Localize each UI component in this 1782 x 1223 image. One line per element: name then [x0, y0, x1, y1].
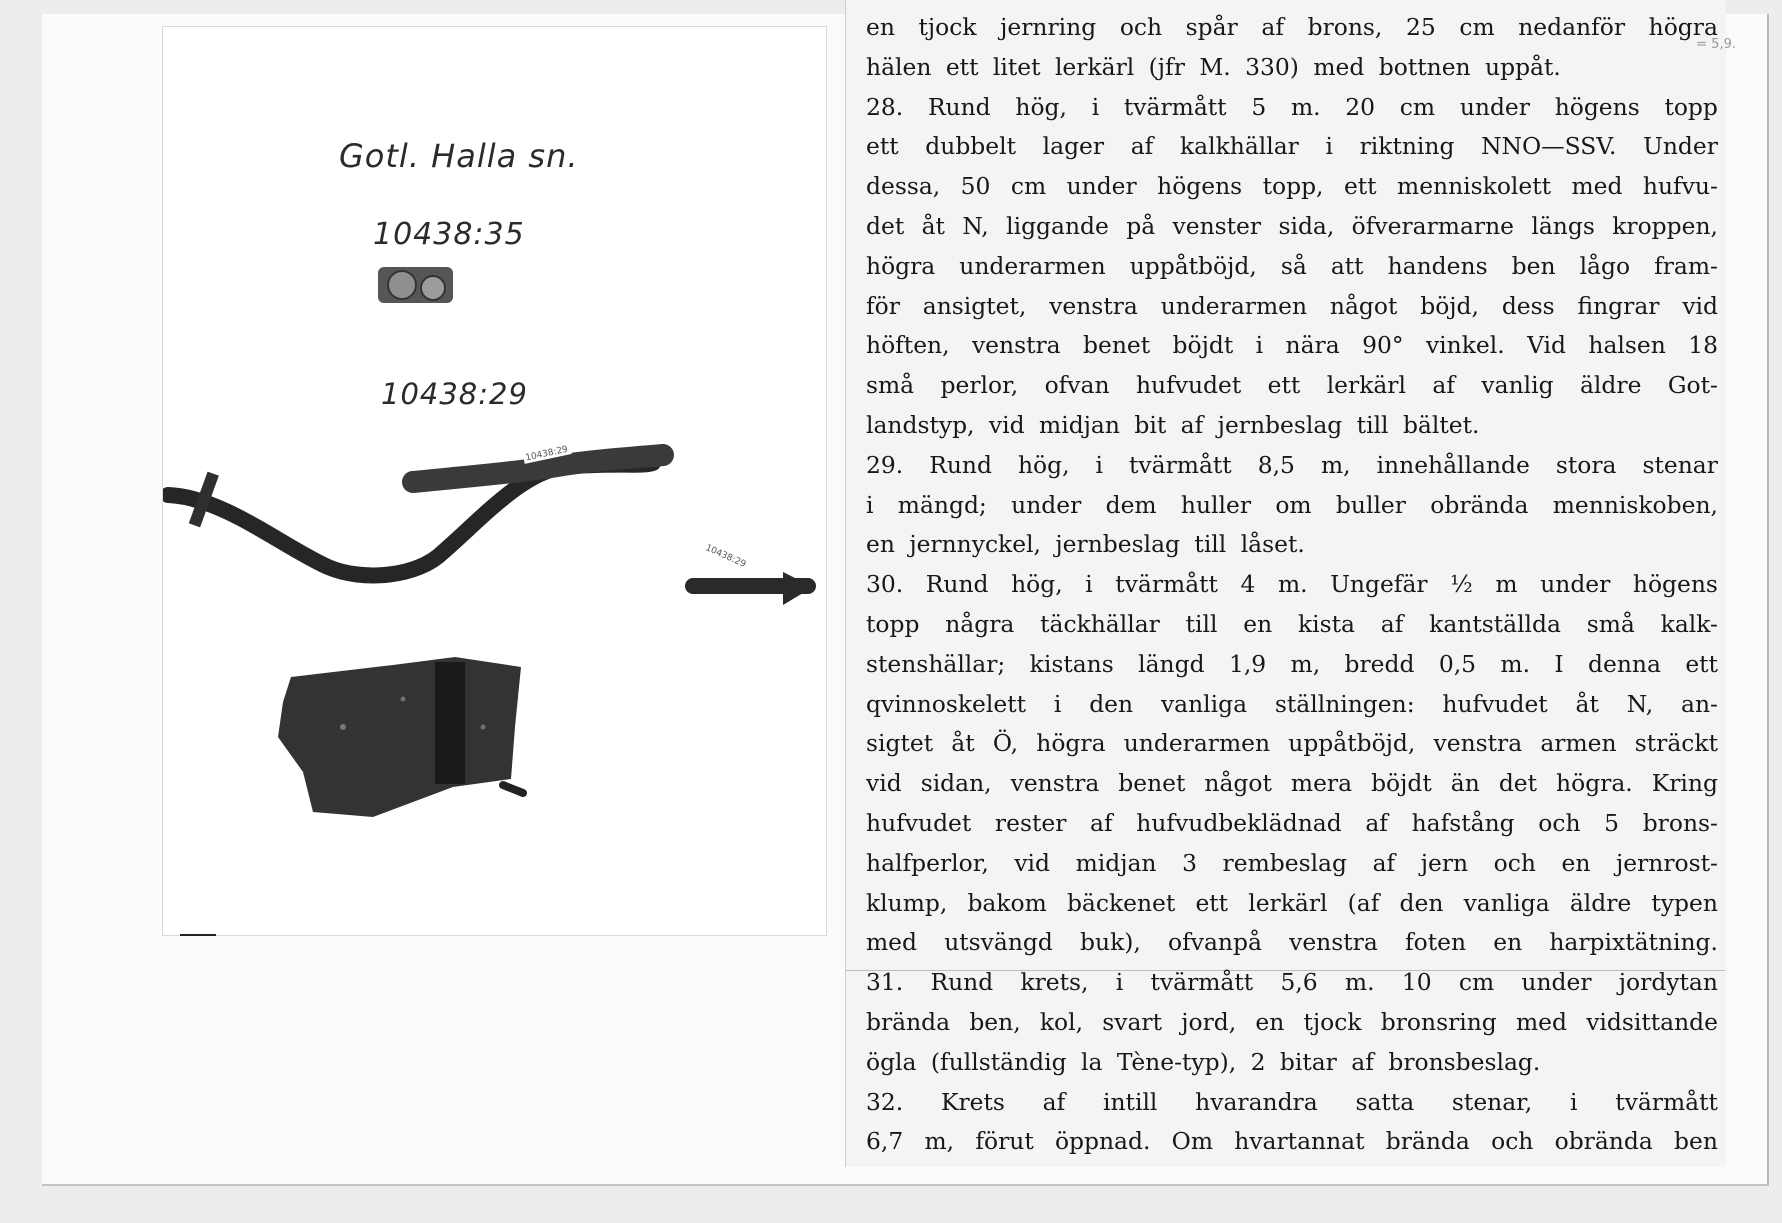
label-key: 10438:29	[703, 543, 748, 570]
text-line: topp några täckhällar till en kista af kantställda små kalk-	[866, 609, 1718, 638]
edge-mark	[180, 934, 216, 936]
text-line: 31. Rund krets, i tvärmått 5,6 m. 10 cm under jordytan	[866, 968, 1718, 997]
text-line: med utsvängd buk), ofvanpå venstra foten en harpixtätning.	[866, 928, 1718, 957]
text-line: ögla (fullständig la Tène-typ), 2 bitar af bronsbeslag.	[866, 1047, 1541, 1076]
text-line: det åt N, liggande på venster sida, öfverarmarne längs kroppen,	[866, 211, 1718, 240]
parish-label: Gotl. Halla sn.	[339, 137, 579, 175]
photo-card	[162, 26, 827, 936]
text-line: 28. Rund hög, i tvärmått 5 m. 20 cm under högens topp	[866, 92, 1718, 121]
text-line: halfperlor, vid midjan 3 rembeslag af jern och en jernrost-	[866, 848, 1718, 877]
text-line: qvinnoskelett i den vanliga ställningen: hufvudet åt N, an-	[866, 689, 1718, 718]
text-line: klump, bakom bäckenet ett lerkärl (af den vanliga äldre typen	[866, 888, 1718, 917]
label-rod: 10438:29	[524, 444, 569, 464]
text-line: i mängd; under dem huller om buller obrända menniskoben,	[866, 490, 1718, 519]
text-line: 32. Krets af intill hvarandra satta stenar, i tvärmått	[866, 1087, 1718, 1116]
text-line: för ansigtet, venstra underarmen något böjd, dess fingrar vid	[866, 291, 1718, 320]
text-line: hufvudet rester af hufvudbeklädnad af hafstång och 5 brons-	[866, 808, 1718, 837]
text-line: ett dubbelt lager af kalkhällar i riktning NNO—SSV. Under	[866, 132, 1718, 161]
text-line: vid sidan, venstra benet något mera böjdt än det högra. Kring	[866, 769, 1718, 798]
text-line: sigtet åt Ö, högra underarmen uppåtböjd, venstra armen sträckt	[866, 729, 1718, 758]
catalog-number-mid: 10438:29	[381, 377, 528, 411]
iron-rod-fragment	[168, 442, 663, 575]
text-line: hälen ett litet lerkärl (jfr M. 330) med bottnen uppåt.	[866, 52, 1561, 81]
text-line: 29. Rund hög, i tvärmått 8,5 m, innehållande stora stenar	[866, 450, 1718, 479]
text-line: små perlor, ofvan hufvudet ett lerkärl af vanlig äldre Got-	[866, 371, 1718, 400]
page-mark: = 5,9.	[1696, 37, 1736, 52]
text-line: höften, venstra benet böjdt i nära 90° vinkel. Vid halsen 18	[866, 331, 1718, 360]
text-line: dessa, 50 cm under högens topp, ett menniskolett med hufvu-	[866, 172, 1718, 201]
text-line: en tjock jernring och spår af brons, 25 cm nedanför högra	[866, 13, 1718, 41]
text-line: 30. Rund hög, i tvärmått 4 m. Ungefär ½ m under högens	[866, 570, 1718, 599]
text-line: 6,7 m, förut öppnad. Om hvartannat brända och obrända ben	[866, 1127, 1718, 1156]
text-line: stenshällar; kistans längd 1,9 m, bredd 0,5 m. I denna ett	[866, 649, 1718, 678]
artifact-photos	[163, 27, 826, 935]
text-line: en jernnyckel, jernbeslag till låset.	[866, 530, 1305, 559]
iron-plate-fragment	[278, 657, 523, 817]
text-line: brända ben, kol, svart jord, en tjock bronsring med vidsittande	[866, 1007, 1718, 1036]
text-line: högra underarmen uppåtböjd, så att handens ben lågo fram-	[866, 251, 1718, 280]
iron-key-fragment	[693, 542, 813, 605]
text-line: landstyp, vid midjan bit af jernbeslag till bältet.	[866, 410, 1480, 439]
printed-text-column	[866, 8, 1718, 1162]
rivet-fragment	[378, 267, 453, 303]
catalog-number-top: 10438:35	[373, 217, 525, 252]
